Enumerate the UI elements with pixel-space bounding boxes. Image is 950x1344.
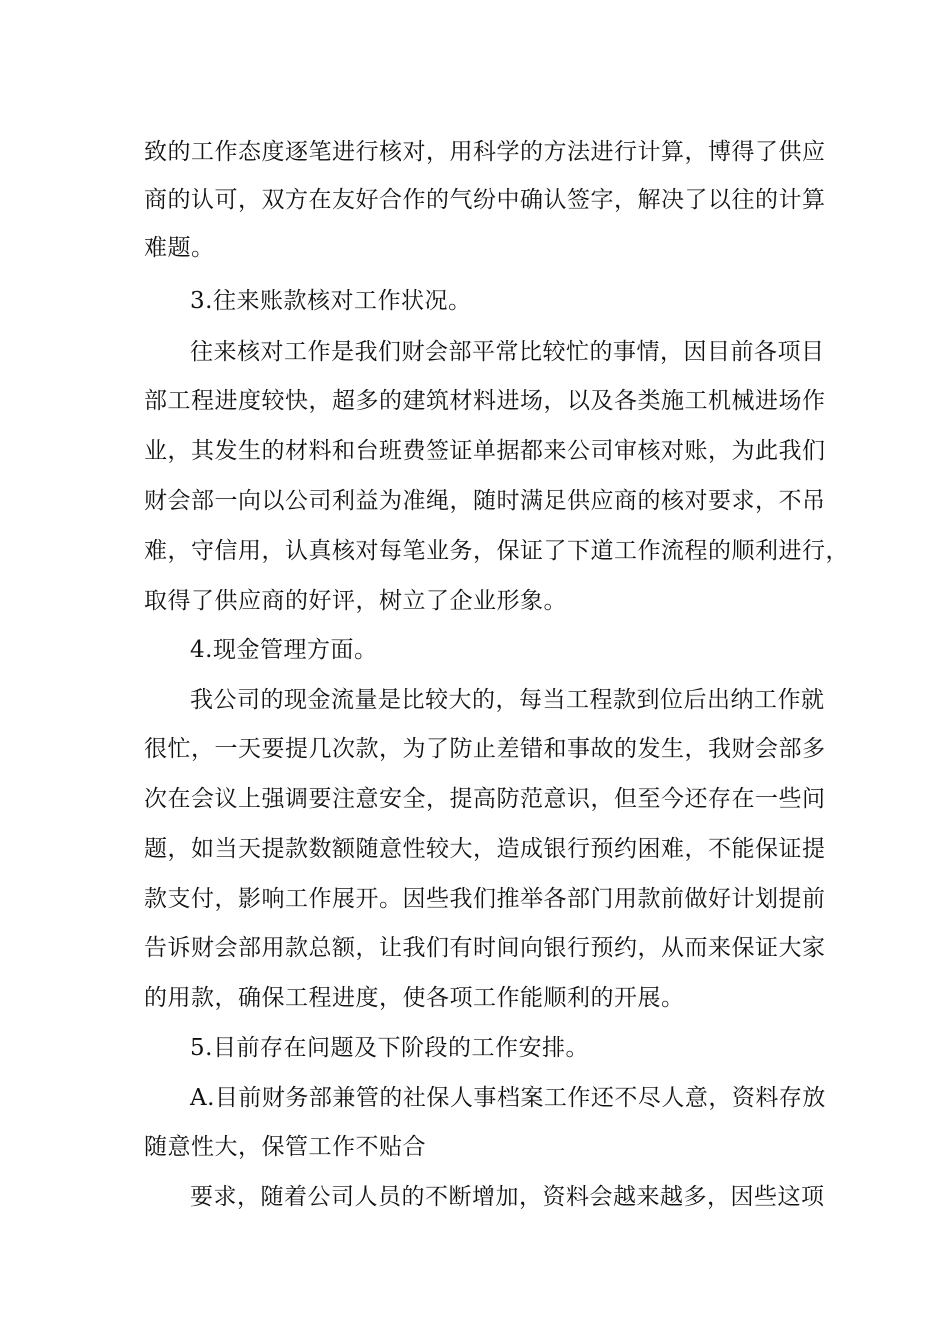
text-line: 款支付，影响工作展开。因些我们推举各部门用款前做好计划提前 bbox=[144, 886, 826, 912]
text-line: 题，如当天提款数额随意性较大，造成银行预约困难，不能保证提 bbox=[144, 836, 826, 862]
section-heading: 5.目前存在问题及下阶段的工作安排。 bbox=[190, 1035, 589, 1061]
text-line: 难，守信用，认真核对每笔业务，保证了下道工作流程的顺利进行， bbox=[144, 538, 849, 564]
section-heading: 4.现金管理方面。 bbox=[190, 637, 378, 663]
text-line: 次在会议上强调要注意安全，提高防范意识，但至今还存在一些问 bbox=[144, 786, 826, 812]
section-heading: 3.往来账款核对工作状况。 bbox=[190, 288, 472, 314]
text-line: 的用款，确保工程进度，使各项工作能顺利的开展。 bbox=[144, 985, 685, 1011]
text-line: 商的认可，双方在友好合作的气纷中确认签字，解决了以往的计算 bbox=[144, 187, 826, 213]
text-line: 财会部一向以公司利益为准绳，随时满足供应商的核对要求，不吊 bbox=[144, 488, 826, 514]
text-line: 随意性大，保管工作不贴合 bbox=[144, 1134, 426, 1160]
paragraph-first-line: 往来核对工作是我们财会部平常比较忙的事情，因目前各项目 bbox=[190, 339, 825, 365]
text-line: 致的工作态度逐笔进行核对，用科学的方法进行计算，博得了供应 bbox=[144, 139, 826, 165]
text-line: 部工程进度较快，超多的建筑材料进场，以及各类施工机械进场作 bbox=[144, 388, 826, 414]
text-line: 告诉财会部用款总额，让我们有时间向银行预约，从而来保证大家 bbox=[144, 935, 826, 961]
paragraph-first-line: 我公司的现金流量是比较大的，每当工程款到位后出纳工作就 bbox=[190, 687, 825, 713]
text-line: 业，其发生的材料和台班费签证单据都来公司审核对账，为此我们 bbox=[144, 438, 826, 464]
text-line: 难题。 bbox=[144, 235, 215, 261]
paragraph-first-line: 要求，随着公司人员的不断增加，资料会越来越多，因些这项 bbox=[190, 1184, 825, 1210]
text-line: 很忙，一天要提几次款，为了防止差错和事故的发生，我财会部多 bbox=[144, 736, 826, 762]
paragraph-first-line: A.目前财务部兼管的社保人事档案工作还不尽人意，资料存放 bbox=[190, 1085, 826, 1111]
text-line: 取得了供应商的好评，树立了企业形象。 bbox=[144, 588, 567, 614]
